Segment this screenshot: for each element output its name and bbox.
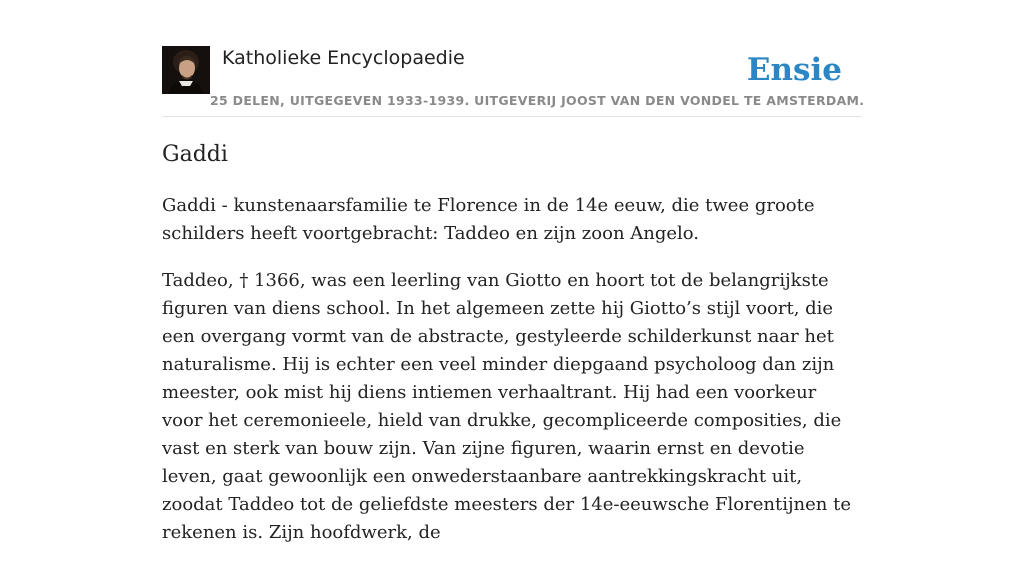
source-title[interactable]: Katholieke Encyclopaedie [222, 47, 465, 69]
article-title: Gaddi [162, 142, 228, 167]
source-header [162, 46, 865, 117]
portrait-icon [162, 46, 210, 94]
article-paragraph: Gaddi - kunstenaarsfamilie te Florence in de 14e eeuw, die twee groote schilders heeft voortgebracht: Taddeo en zijn zoon Angelo. [162, 195, 815, 244]
source-avatar[interactable] [162, 46, 210, 94]
article-paragraph: Taddeo, † 1366, was een leerling van Giotto en hoort tot de belangrijkste figuren van diens school. In het algemeen zette hij Giotto’s stijl voort, die een overgang vormt van de abstracte, gestyleerde schilderkunst naar het naturalisme. Hij is echter een veel minder diepgaand psycholoog dan zijn meester, ook mist hij diens intiemen verhaaltrant. Hij had een voorkeur voor het ceremonieele, hield van drukke, gecompliceerde composities, die vast en sterk van bouw zijn. Van zijne figuren, waarin ernst en devotie leven, gaat gewoonlijk een onwederstaanbare aantrekkingskracht uit, zoodat Taddeo tot de geliefdste meesters der 14e-eeuwsche Florentijnen te rekenen is. Zijn hoofdwerk, de [162, 270, 851, 543]
ensie-logo-link[interactable]: Ensie [746, 52, 842, 88]
source-publication-info: 25 DELEN, UITGEGEVEN 1933-1939. UITGEVERIJ JOOST VAN DEN VONDEL TE AMSTERDAM. [210, 93, 865, 108]
article-body [162, 192, 862, 566]
